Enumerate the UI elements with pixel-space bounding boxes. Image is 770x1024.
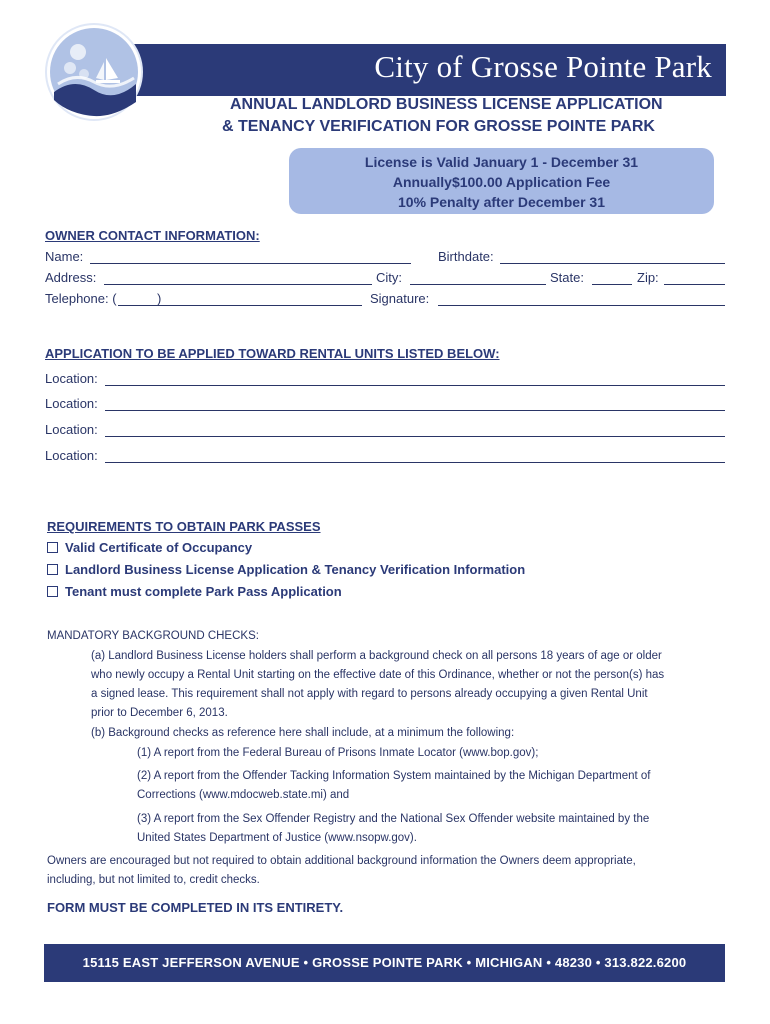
owners-note: [47, 852, 636, 890]
requirement-item: [47, 584, 342, 599]
address-field[interactable]: [104, 284, 372, 285]
location-field-3[interactable]: [105, 436, 725, 437]
state-label: State:: [550, 270, 584, 285]
item-2-line-1: (2) A report from the Offender Tacking Information System maintained by the Michigan Department of: [137, 770, 651, 782]
title-line-2: & TENANCY VERIFICATION FOR GROSSE POINTE PARK: [222, 118, 655, 135]
footer-address-bar: 15115 EAST JEFFERSON AVENUE • GROSSE POINTE PARK • MICHIGAN • 48230 • 313.822.6200: [44, 944, 725, 982]
state-field[interactable]: [592, 284, 632, 285]
requirement-checkbox-2[interactable]: [47, 564, 58, 575]
telephone-close-paren: ): [157, 291, 162, 306]
background-item-1: (1) A report from the Federal Bureau of Prisons Inmate Locator (www.bop.gov);: [137, 747, 539, 759]
name-label: Name:: [45, 249, 84, 264]
background-item-3: [137, 810, 649, 848]
city-logo-icon: [44, 22, 144, 122]
telephone-label: Telephone: (: [45, 291, 117, 306]
item-2-line-2: Corrections (www.mdocweb.state.mi) and: [137, 789, 350, 801]
background-para-b: (b) Background checks as reference here shall include, at a minimum the following:: [91, 727, 515, 739]
requirements-heading: REQUIREMENTS TO OBTAIN PARK PASSES: [47, 519, 321, 534]
requirement-label-1: Valid Certificate of Occupancy: [65, 540, 253, 555]
para-a-line-4: prior to December 6, 2013.: [91, 707, 228, 719]
requirement-label-3: Tenant must complete Park Pass Application: [65, 584, 342, 599]
para-a-line-1: (a) Landlord Business License holders shall perform a background check on all persons 18 years of age or older: [91, 650, 662, 662]
header-bar: [94, 44, 726, 96]
location-label-3: Location:: [45, 422, 98, 437]
location-field-2[interactable]: [105, 410, 725, 411]
license-validity: License is Valid January 1 - December 31: [364, 154, 639, 170]
background-checks-heading: MANDATORY BACKGROUND CHECKS:: [47, 630, 259, 642]
item-3-line-2: United States Department of Justice (www.nsopw.gov).: [137, 832, 417, 844]
telephone-field[interactable]: [118, 305, 362, 306]
background-item-2: [137, 767, 651, 805]
requirement-item: [47, 540, 252, 555]
birthdate-label: Birthdate:: [438, 249, 494, 264]
zip-field[interactable]: [664, 284, 725, 285]
owners-note-line-2: including, but not limited to, credit checks.: [47, 874, 260, 886]
document-title: [180, 94, 760, 138]
city-field[interactable]: [410, 284, 546, 285]
license-penalty: 10% Penalty after December 31: [398, 194, 605, 210]
license-fee: Annually$100.00 Application Fee: [392, 174, 611, 190]
signature-field[interactable]: [438, 305, 725, 306]
application-section-heading: APPLICATION TO BE APPLIED TOWARD RENTAL UNITS LISTED BELOW:: [45, 346, 500, 361]
address-label: Address:: [45, 270, 97, 285]
birthdate-field[interactable]: [500, 263, 725, 264]
requirement-checkbox-1[interactable]: [47, 542, 58, 553]
name-field[interactable]: [90, 263, 411, 264]
location-field-1[interactable]: [105, 385, 725, 386]
requirement-label-2: Landlord Business License Application & Tenancy Verification Information: [65, 562, 526, 577]
city-label: City:: [376, 270, 402, 285]
location-field-4[interactable]: [105, 462, 725, 463]
license-info-box: [289, 148, 714, 214]
item-3-line-1: (3) A report from the Sex Offender Registry and the National Sex Offender website maintained by the: [137, 813, 650, 825]
location-label-2: Location:: [45, 396, 98, 411]
title-line-1: ANNUAL LANDLORD BUSINESS LICENSE APPLICATION: [230, 96, 663, 113]
requirement-item: [47, 562, 525, 577]
form-completion-notice: FORM MUST BE COMPLETED IN ITS ENTIRETY.: [47, 900, 344, 915]
signature-label: Signature:: [370, 291, 430, 306]
location-label-1: Location:: [45, 371, 98, 386]
requirement-checkbox-3[interactable]: [47, 586, 58, 597]
para-a-line-2: who newly occupy a Rental Unit starting on the effective date of this Ordinance, whether or not the person(s) has: [91, 669, 665, 681]
city-name: City of Grosse Pointe Park: [374, 49, 712, 84]
zip-label: Zip:: [637, 270, 659, 285]
para-a-line-3: a signed lease. This requirement shall not apply with regard to persons already occupying a given Rental Unit: [91, 688, 648, 700]
location-label-4: Location:: [45, 448, 98, 463]
owners-note-line-1: Owners are encouraged but not required to obtain additional background information the Owners deem appropriate,: [47, 855, 636, 867]
background-para-a: [91, 647, 664, 723]
owner-section-heading: OWNER CONTACT INFORMATION:: [45, 228, 260, 243]
